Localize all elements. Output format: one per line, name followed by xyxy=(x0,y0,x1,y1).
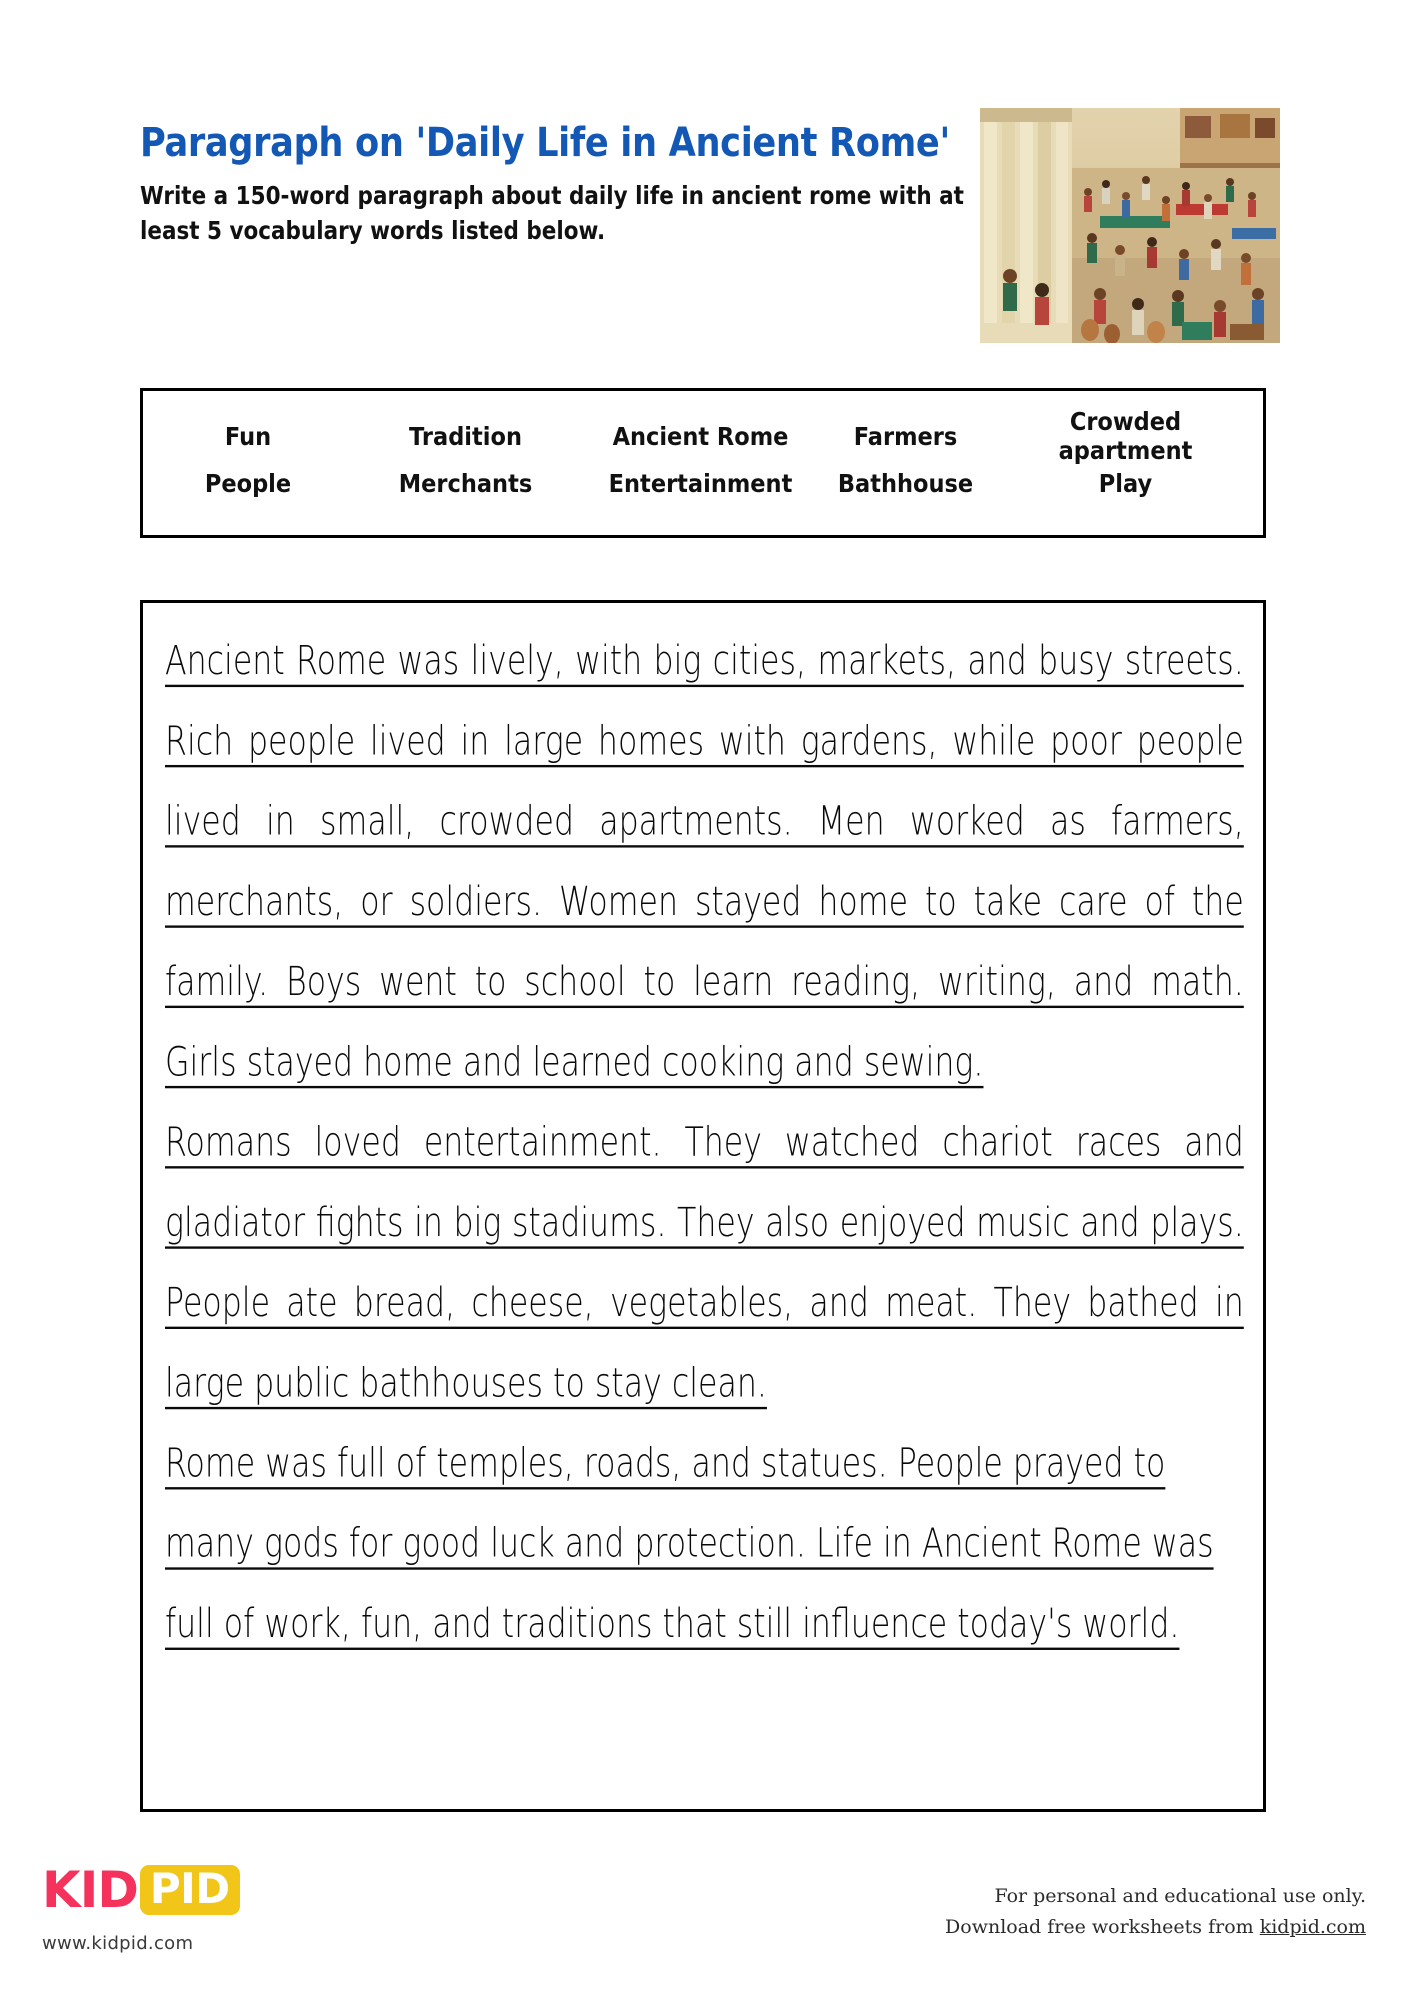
worksheet-header xyxy=(140,118,1280,358)
download-notice-prefix: Download free worksheets from xyxy=(945,1915,1260,1938)
vocab-word: Merchants xyxy=(398,469,533,498)
vocab-word: Fun xyxy=(224,421,272,451)
vocabulary-word-bank xyxy=(140,388,1266,538)
vocab-word: Entertainment xyxy=(608,469,793,498)
vocab-word: People xyxy=(204,469,292,498)
vocab-word: Play xyxy=(1098,469,1153,498)
vocabulary-row-2 xyxy=(143,469,1263,498)
vocab-word: Bathhouse xyxy=(837,469,974,498)
answer-paragraph-1: Ancient Rome was lively, with big cities, markets, and busy streets. Rich people lived in large homes with gardens, while poor people lived in small, crowded apartments. Men worked as farmers, merchants, or soldiers. Women stayed home to take care of the family. Boys went to school to learn reading, writing, and math. Girls stayed home and learned cooking and sewing. xyxy=(165,637,1244,1086)
answer-area[interactable] xyxy=(140,600,1266,1812)
usage-notice-line: For personal and educational use only. xyxy=(994,1885,1366,1907)
vocabulary-row-1 xyxy=(143,407,1263,465)
vocab-word: Farmers xyxy=(853,421,958,451)
footer-usage-notice xyxy=(945,1881,1366,1943)
answer-paragraph-2: Romans loved entertainment. They watched chariot races and gladiator fights in big stadiums. They also enjoyed music and plays. People ate bread, cheese, vegetables, and meat. They bathed in large public bathhouses to stay clean. xyxy=(165,1118,1244,1407)
vocab-word: Crowded apartment xyxy=(1058,407,1193,465)
header-text-block xyxy=(140,118,990,248)
logo-website-url: www.kidpid.com xyxy=(42,1933,194,1954)
answer-paragraph-3: Rome was full of temples, roads, and statues. People prayed to many gods for good luck and protection. Life in Ancient Rome was full of work, fun, and traditions that still influence today's world. xyxy=(165,1439,1214,1648)
answer-text-block xyxy=(165,621,1244,1664)
kidpid-logo[interactable] xyxy=(42,1861,240,1919)
vocab-word: Ancient Rome xyxy=(612,421,789,451)
roman-marketplace-illustration-svg xyxy=(980,108,1280,343)
page-footer xyxy=(0,1855,1414,2000)
kidpid-link[interactable]: kidpid.com xyxy=(1259,1915,1366,1938)
page-title: Paragraph on 'Daily Life in Ancient Rome' xyxy=(140,120,950,166)
logo-text-pid: PID xyxy=(140,1865,240,1915)
download-notice-line xyxy=(945,1912,1366,1943)
logo-text-kid: KID xyxy=(42,1861,138,1919)
worksheet-instruction: Write a 150-word paragraph about daily life in ancient rome with at least 5 vocabulary words listed below. xyxy=(140,181,964,245)
vocab-word: Tradition xyxy=(409,421,522,451)
roman-marketplace-image xyxy=(980,108,1280,343)
